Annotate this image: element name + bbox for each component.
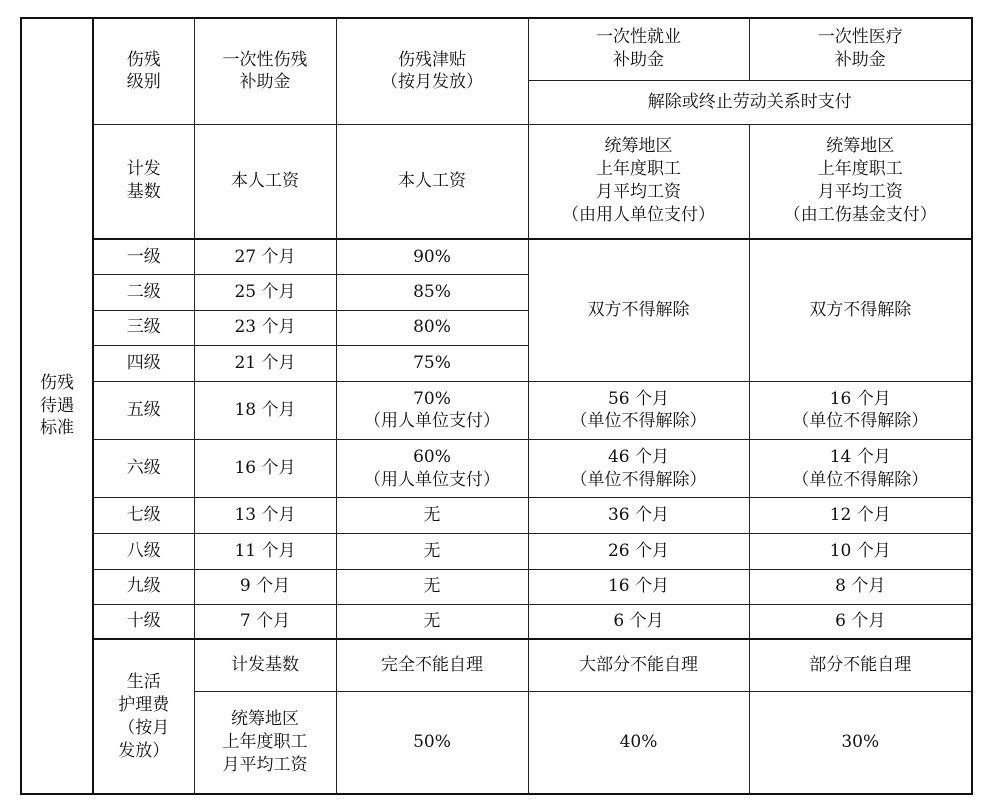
table-row	[21, 569, 972, 604]
grade-allowance: 75%	[336, 345, 528, 381]
grade-medical: 10 个月	[749, 534, 972, 569]
care-most: 大部分不能自理	[528, 639, 749, 691]
grade-level: 五级	[93, 381, 194, 439]
grade-medical: 16 个月 （单位不得解除）	[749, 381, 972, 439]
table-row	[21, 498, 972, 534]
grade-level: 三级	[93, 310, 194, 345]
basis-lump-sum: 本人工资	[194, 124, 336, 238]
basis-medical: 统筹地区 上年度职工 月平均工资 （由工伤基金支付）	[749, 124, 972, 238]
grade-level: 二级	[93, 275, 194, 310]
care-most-pct: 40%	[528, 691, 749, 794]
grade-employment: 6 个月	[528, 604, 749, 639]
header-row-1	[21, 18, 972, 80]
side-label-line: 待遇	[40, 395, 74, 416]
basis-row	[21, 124, 972, 238]
care-label: 生活 护理费 （按月 发放）	[93, 639, 194, 794]
grade-lump-sum: 25 个月	[194, 275, 336, 310]
grade-lump-sum: 13 个月	[194, 498, 336, 534]
grade-employment: 46 个月 （单位不得解除）	[528, 440, 749, 498]
grade-lump-sum: 23 个月	[194, 310, 336, 345]
grade-allowance: 无	[336, 498, 528, 534]
grade-lump-sum: 9 个月	[194, 569, 336, 604]
table-row	[21, 604, 972, 639]
grade-medical: 14 个月 （单位不得解除）	[749, 440, 972, 498]
grade-level: 九级	[93, 569, 194, 604]
grade-employment: 56 个月 （单位不得解除）	[528, 381, 749, 439]
grade-lump-sum: 21 个月	[194, 345, 336, 381]
table-row	[21, 381, 972, 439]
grade-lump-sum: 7 个月	[194, 604, 336, 639]
disability-benefit-table	[20, 17, 973, 795]
grade-level: 七级	[93, 498, 194, 534]
grade-medical: 8 个月	[749, 569, 972, 604]
header-allowance: 伤残津贴 （按月发放）	[336, 18, 528, 124]
grade-lump-sum: 27 个月	[194, 239, 336, 275]
grade-level: 四级	[93, 345, 194, 381]
grade-employment: 36 个月	[528, 498, 749, 534]
grade-lump-sum: 18 个月	[194, 381, 336, 439]
grade-allowance: 无	[336, 534, 528, 569]
grade-medical: 6 个月	[749, 604, 972, 639]
side-label-line: 伤残	[40, 372, 74, 393]
table-row	[21, 239, 972, 275]
grade-allowance: 无	[336, 604, 528, 639]
grade-allowance: 85%	[336, 275, 528, 310]
care-basis-value: 统筹地区 上年度职工 月平均工资	[194, 691, 336, 794]
care-full: 完全不能自理	[336, 639, 528, 691]
grade-allowance: 无	[336, 569, 528, 604]
header-level: 伤残 级别	[93, 18, 194, 124]
document-page	[20, 17, 971, 795]
termination-note: 解除或终止劳动关系时支付	[528, 80, 972, 124]
care-basis-label: 计发基数	[194, 639, 336, 691]
table-row	[21, 440, 972, 498]
side-label-line: 标准	[40, 418, 74, 439]
medical-no-termination: 双方不得解除	[749, 239, 972, 382]
care-partial-pct: 30%	[749, 691, 972, 794]
grade-level: 八级	[93, 534, 194, 569]
grade-lump-sum: 11 个月	[194, 534, 336, 569]
grade-allowance: 90%	[336, 239, 528, 275]
table-row	[21, 534, 972, 569]
grade-allowance: 80%	[336, 310, 528, 345]
header-lump-sum: 一次性伤残 补助金	[194, 18, 336, 124]
grade-allowance: 70% （用人单位支付）	[336, 381, 528, 439]
grade-level: 六级	[93, 440, 194, 498]
grade-lump-sum: 16 个月	[194, 440, 336, 498]
grade-medical: 12 个月	[749, 498, 972, 534]
care-row-header	[21, 639, 972, 691]
header-employment: 一次性就业 补助金	[528, 18, 749, 80]
grade-employment: 16 个月	[528, 569, 749, 604]
basis-employment: 统筹地区 上年度职工 月平均工资 （由用人单位支付）	[528, 124, 749, 238]
care-partial: 部分不能自理	[749, 639, 972, 691]
employment-no-termination: 双方不得解除	[528, 239, 749, 382]
grade-level: 十级	[93, 604, 194, 639]
basis-label: 计发 基数	[93, 124, 194, 238]
grade-level: 一级	[93, 239, 194, 275]
grade-allowance: 60% （用人单位支付）	[336, 440, 528, 498]
care-full-pct: 50%	[336, 691, 528, 794]
basis-allowance: 本人工资	[336, 124, 528, 238]
header-medical: 一次性医疗 补助金	[749, 18, 972, 80]
side-label-cell	[21, 18, 93, 794]
grade-employment: 26 个月	[528, 534, 749, 569]
